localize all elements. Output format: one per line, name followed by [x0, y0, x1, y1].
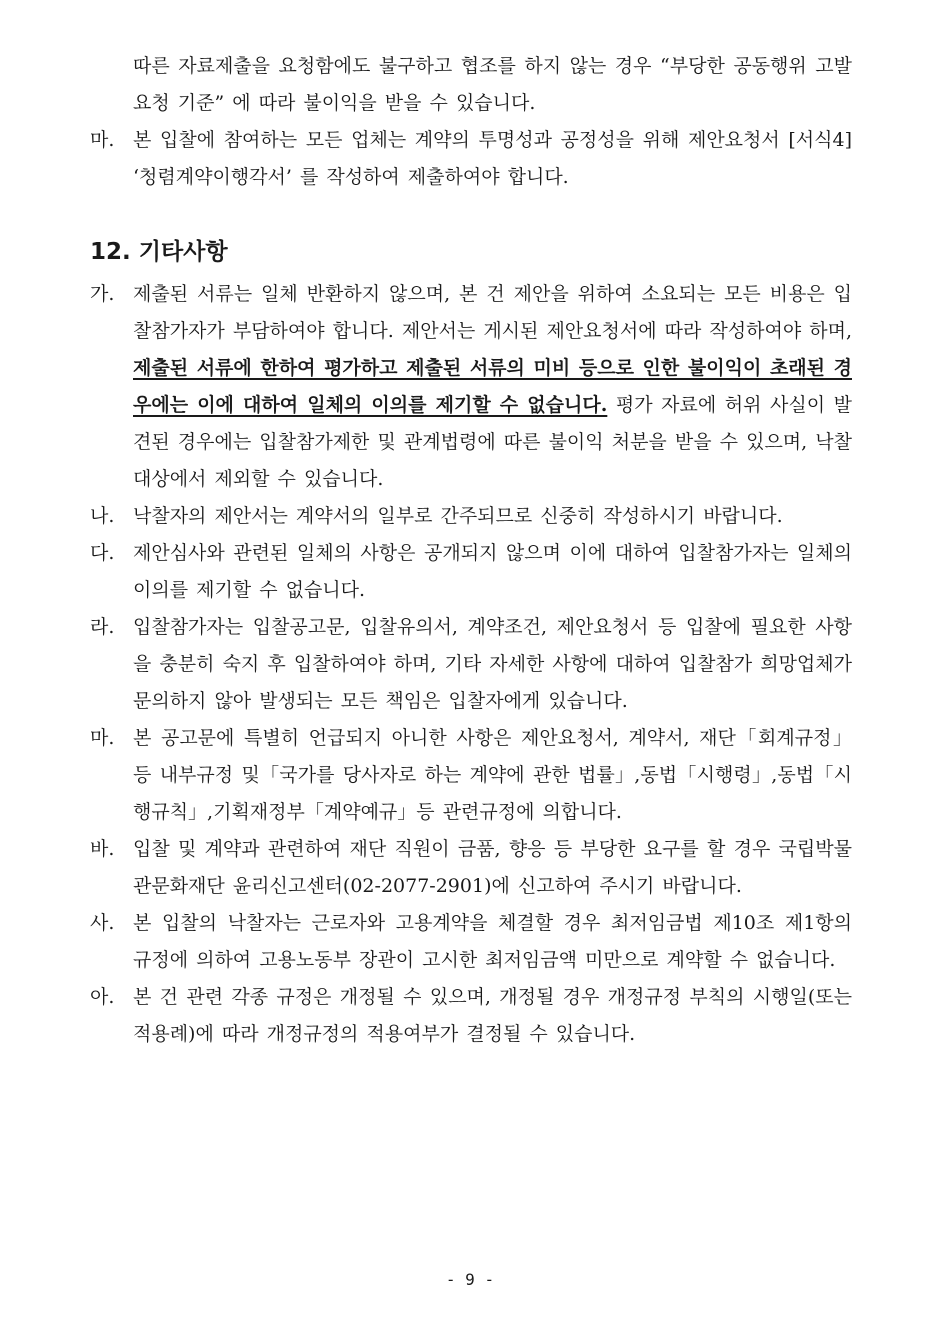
list-marker: 라. [90, 616, 115, 638]
list-item-text: 낙찰자의 제안서는 계약서의 일부로 간주되므로 신중히 작성하시기 바랍니다. [133, 505, 783, 527]
continuation-paragraph [133, 48, 852, 122]
list-item-ma-prev [90, 122, 852, 196]
page-number: - 9 - [445, 1270, 495, 1289]
continuation-text: 따른 자료제출을 요청함에도 불구하고 협조를 하지 않는 경우 “부당한 공동행위 고발요청 기준” 에 따라 불이익을 받을 수 있습니다. [133, 55, 852, 114]
list-item-text: 본 입찰에 참여하는 모든 업체는 계약의 투명성과 공정성을 위해 제안요청서 [서식4] ‘청렴계약이행각서’ 를 작성하여 제출하여야 합니다. [133, 129, 852, 188]
list-item-ma [90, 720, 852, 831]
list-item-text: 본 입찰의 낙찰자는 근로자와 고용계약을 체결할 경우 최저임금법 제10조 제1항의 규정에 의하여 고용노동부 장관이 고시한 최저임금액 미만으로 계약할 수 없습니다. [133, 912, 852, 971]
list-item-ra [90, 609, 852, 720]
list-item-a [90, 979, 852, 1053]
section-heading: 12. 기타사항 [90, 239, 228, 265]
list-item-ga [90, 276, 852, 498]
list-marker: 마. [90, 129, 115, 151]
list-item-na [90, 498, 852, 535]
list-item-da [90, 535, 852, 609]
list-marker: 사. [90, 912, 115, 934]
list-item-sa [90, 905, 852, 979]
list-marker: 가. [90, 283, 115, 305]
list-marker: 바. [90, 838, 115, 860]
list-item-text-before: 제출된 서류는 일체 반환하지 않으며, 본 건 제안을 위하여 소요되는 모든 비용은 입찰참가자가 부담하여야 합니다. 제안서는 게시된 제안요청서에 따라 작성하여야 하며, [133, 283, 852, 342]
list-item-text-after: 평가 자료에 허위 사실이 발견된 경우에는 입찰참가제한 및 관계법령에 따른 불이익 처분을 받을 수 있으며, 낙찰대상에서 제외할 수 있습니다. [133, 394, 852, 490]
list-item-text: 입찰 및 계약과 관련하여 재단 직원이 금품, 향응 등 부당한 요구를 할 경우 국립박물관문화재단 윤리신고센터(02-2077-2901)에 신고하여 주시기 바랍니다. [133, 838, 852, 897]
list-marker: 나. [90, 505, 115, 527]
list-item-text: 본 건 관련 각종 규정은 개정될 수 있으며, 개정될 경우 개정규정 부칙의 시행일(또는 적용례)에 따라 개정규정의 적용여부가 결정될 수 있습니다. [133, 986, 852, 1045]
list-item-text: 본 공고문에 특별히 언급되지 아니한 사항은 제안요청서, 계약서, 재단「회계규정」 등 내부규정 및「국가를 당사자로 하는 계약에 관한 법률」,동법「시행령」,동법「시행규칙」,기획재정부「계약예규」등 관련규정에 의합니다. [133, 727, 852, 823]
emphasized-notice: 제출된 서류에 한하여 평가하고 제출된 서류의 미비 등으로 인한 불이익이 초래된 경우에는 이에 대하여 일체의 이의를 제기할 수 없습니다. [133, 357, 852, 416]
list-marker: 아. [90, 986, 115, 1008]
list-marker: 마. [90, 727, 115, 749]
list-item-text: 입찰참가자는 입찰공고문, 입찰유의서, 계약조건, 제안요청서 등 입찰에 필요한 사항을 충분히 숙지 후 입찰하여야 하며, 기타 자세한 사항에 대하여 입찰참가 희망업체가 문의하지 않아 발생되는 모든 책임은 입찰자에게 있습니다. [133, 616, 852, 712]
list-item-text: 제안심사와 관련된 일체의 사항은 공개되지 않으며 이에 대하여 입찰참가자는 일체의 이의를 제기할 수 없습니다. [133, 542, 852, 601]
list-marker: 다. [90, 542, 115, 564]
list-item-ba [90, 831, 852, 905]
